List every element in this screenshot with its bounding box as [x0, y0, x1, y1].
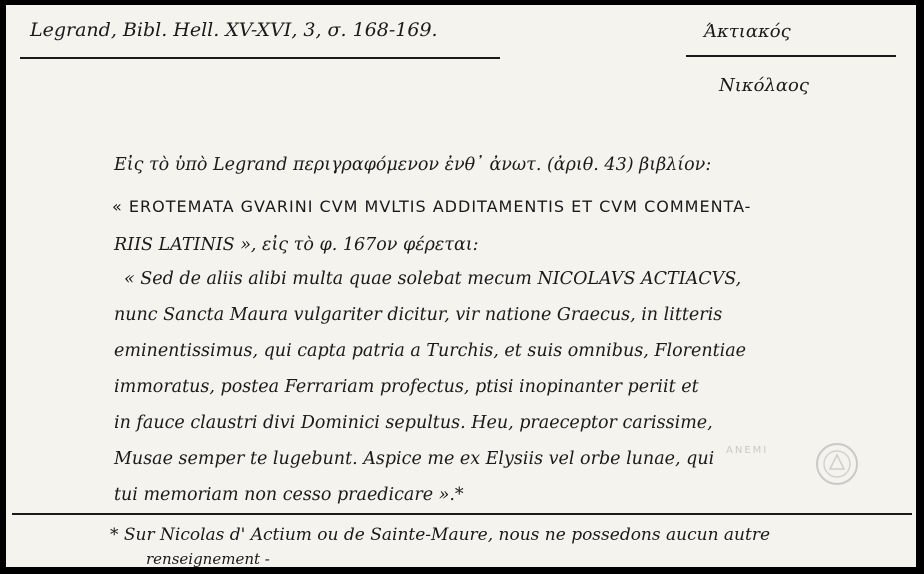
text-line: in fauce claustri divi Dominici sepultus. Heu, praeceptor carissime, — [114, 413, 713, 433]
text-line: RIIS LATINIS », εἰς τὸ φ. 167ον φέρεται: — [114, 235, 479, 255]
text-line: immoratus, postea Ferrariam profectus, ptisi inopinanter periit et — [114, 377, 699, 397]
text-line: « Sed de aliis alibi multa quae solebat mecum NICOLAVS ACTIACVS, — [124, 269, 742, 289]
archive-seal-icon — [814, 441, 860, 487]
text-line: nunc Sancta Maura vulgariter dicitur, vir natione Graecus, in litteris — [114, 305, 723, 325]
index-card — [6, 5, 916, 567]
text-line: Musae semper te lugebunt. Aspice me ex Elysiis vel orbe lunae, qui — [114, 449, 715, 469]
footnote-separator — [12, 513, 912, 515]
text-line: tui memoriam non cesso praedicare ».* — [114, 485, 464, 505]
given-name-heading: Νικόλαος — [719, 75, 809, 96]
footnote-continuation: renseignement - — [146, 550, 270, 567]
name-divider — [686, 55, 896, 57]
text-line: Εἰς τὸ ὑπὸ Legrand περιγραφόμενον ἐνθ᾽ ἀνωτ. (ἀριθ. 43) βιβλίον: — [114, 155, 712, 175]
bibliographic-reference: Legrand, Bibl. Hell. XV-XVI, 3, σ. 168-169. — [30, 19, 438, 41]
footnote: * Sur Nicolas d' Actium ou de Sainte-Maure, nous ne possedons aucun autre — [110, 525, 771, 545]
reference-underline — [20, 57, 500, 59]
text-line: eminentissimus, qui capta patria a Turchis, et suis omnibus, Florentiae — [114, 341, 747, 361]
surname-heading: Άκτιακός — [704, 21, 791, 42]
watermark-text: ANEMI — [726, 445, 769, 456]
text-line: « EROTEMATA GVARINI CVM MVLTIS ADDITAMENTIS ET CVM COMMENTA- — [112, 197, 752, 216]
